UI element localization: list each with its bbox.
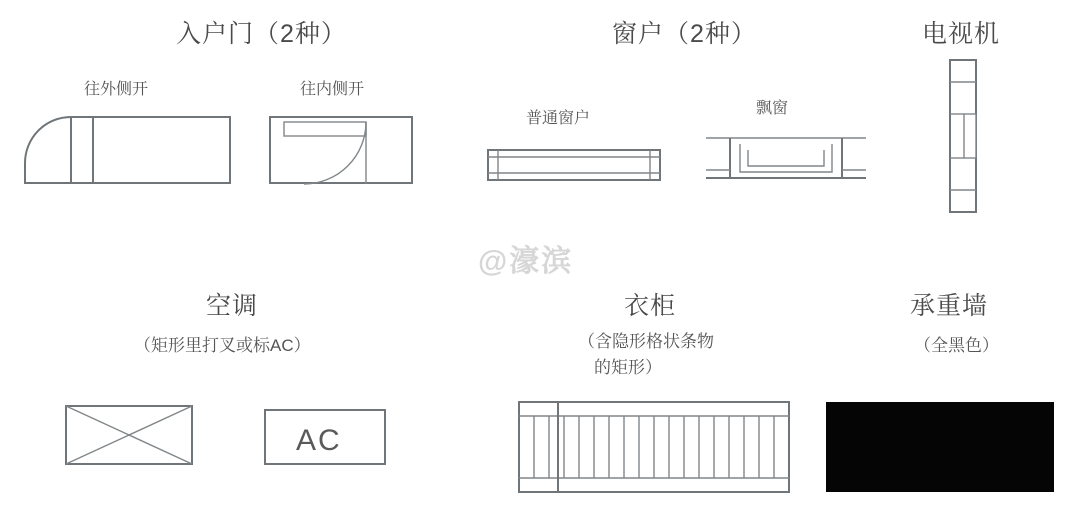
bearing-wall-section-note: （全黑色）	[914, 336, 999, 355]
wardrobe-section-title: 衣柜	[624, 292, 677, 320]
wardrobe-section-note-line2: 的矩形）	[594, 358, 662, 377]
door-section-title: 入户门（2种）	[176, 20, 347, 48]
tv-section-title: 电视机	[922, 20, 1001, 48]
watermark: @濠滨	[478, 245, 574, 278]
door-variant-2-label: 往内侧开	[300, 81, 365, 98]
window-section-title: 窗户（2种）	[612, 20, 757, 48]
door-inward-symbol	[262, 108, 432, 208]
door-outward-symbol	[16, 108, 246, 208]
bearing-wall-symbol	[824, 400, 1056, 494]
ac-section-note: （矩形里打叉或标AC）	[134, 336, 311, 355]
window-variant-2-label: 飘窗	[756, 100, 789, 117]
bay-window-symbol	[706, 128, 866, 188]
tv-symbol	[938, 56, 994, 216]
window-variant-1-label: 普通窗户	[526, 110, 591, 127]
normal-window-symbol	[486, 144, 662, 190]
wardrobe-symbol	[516, 398, 792, 496]
ac-cross-symbol	[62, 400, 200, 474]
ac-section-title: 空调	[206, 292, 259, 320]
door-variant-1-label: 往外侧开	[84, 81, 149, 98]
bearing-wall-section-title: 承重墙	[910, 292, 989, 320]
ac-symbol-text: AC	[296, 424, 342, 457]
wardrobe-section-note-line1: （含隐形格状条物	[578, 332, 714, 351]
